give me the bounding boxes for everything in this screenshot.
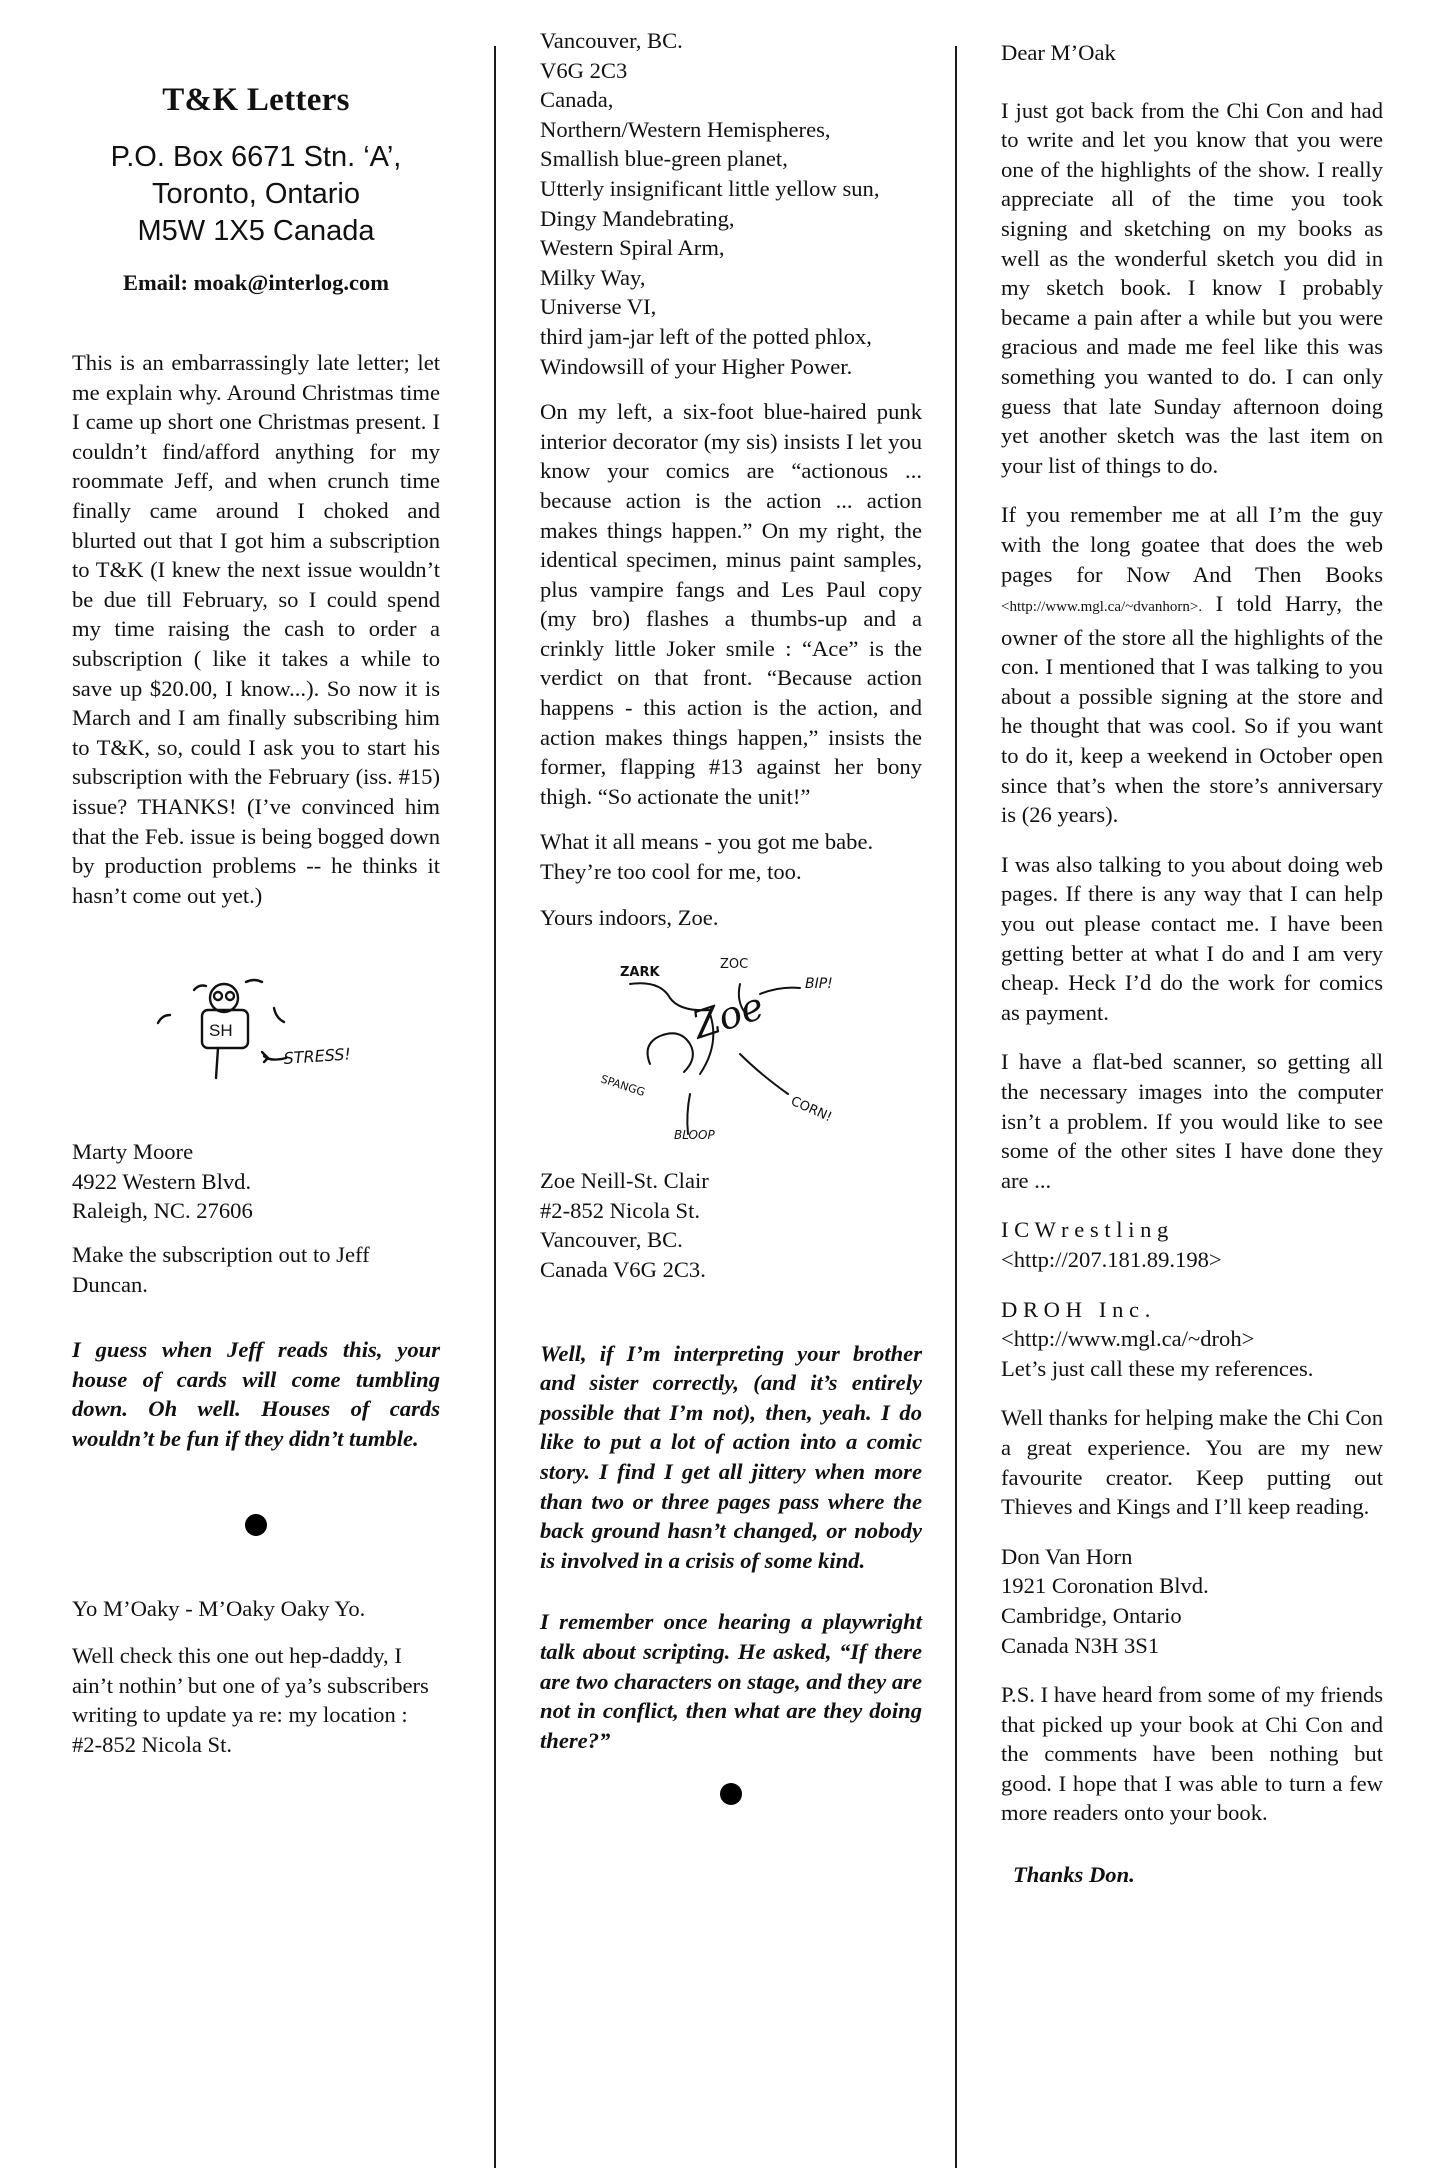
address-line: Windowsill of your Higher Power. [540, 353, 853, 379]
address-line: V6G 2C3 [540, 57, 628, 83]
letter-paragraph [1001, 500, 1383, 830]
address-line: Universe VI, [540, 294, 657, 320]
sketch-word: ZOC [720, 957, 749, 973]
reference-site [1001, 1295, 1383, 1384]
site-url: <http://www.mgl.ca/~droh> [1001, 1326, 1255, 1352]
signature-line: Cambridge, Ontario [1001, 1602, 1182, 1628]
editor-reply: I remember once hearing a playwright talk about scripting. He asked, “If there are two characters on stage, and they are not in conflict, then what are they doing there?” [540, 1609, 922, 1753]
signature-line: 1921 Coronation Blvd. [1001, 1573, 1209, 1599]
signature-line: Canada N3H 3S1 [1001, 1632, 1160, 1658]
doodle-caption: STRESS! [282, 1044, 352, 1069]
masthead [72, 0, 440, 296]
letter-greeting: Yo M’Oaky - M’Oaky Oaky Yo. [72, 1595, 366, 1621]
editor-reply: I guess when Jeff reads this, your house of cards will come tumbling down. Oh well. Houses of cards wouldn’t be fun if they didn’t tumble. [72, 1337, 440, 1452]
site-name-text: I C W r e s t l i n g [1001, 1217, 1169, 1243]
address-line: Milky Way, [540, 264, 646, 290]
address-line: M5W 1X5 Canada [137, 215, 375, 247]
letter-paragraph: I was also talking to you about doing web pages. If there is any way that I can help you out please contact me. I have been getting better at what I do and I am very cheap. Heck I’d do the work for comics as payment. [1001, 851, 1383, 1025]
address-line: Dingy Mandebrating, [540, 205, 735, 231]
section-bullet [72, 1514, 440, 1536]
site-name [1001, 1215, 1383, 1245]
section-bullet [540, 1783, 922, 1805]
sketch-word: ZARK [620, 965, 660, 981]
postscript: Make the subscription out to Jeff Duncan. [72, 1242, 370, 1297]
letter-address: #2-852 Nicola St. [72, 1732, 233, 1757]
editor-reply: Well, if I’m interpreting your brother and sister correctly, (and it’s entirely possible that I’m not), then, yeah. I do like to put a lot of action into a comic story. I find I get all jittery when more than two or three pages pass where the back ground hasn’t changed, or nobody is involved in a crisis of some kind. [540, 1340, 922, 1573]
letter-paragraph: On my left, a six-foot blue-haired punk interior decorator (my sis) insists I let you know your comics are “actionous ... because action is the action ... action makes things happen.” On my right, the identical specimen, minus paint samples, plus vampire fangs and Les Paul copy (my bro) flashes a thumbs-up and a crinkly little Joker smile : “Ace” is the verdict on that front. “Because action happens - this action is the action, and action makes things happen,” insists the former, flapping #13 against her bony thigh. “So actionate the unit!” [540, 399, 922, 809]
reference-site [1001, 1215, 1383, 1274]
column-divider-left [494, 46, 496, 2168]
address-line: Smallish blue-green planet, [540, 146, 788, 172]
cosmic-address [540, 26, 922, 381]
paragraph-text: If you remember me at all I’m the guy with the long goatee that does the web pages for Now And Then Books [1001, 502, 1383, 587]
sketch-word: SPANGG [599, 1072, 647, 1100]
address-line: Vancouver, BC. [540, 28, 683, 53]
signature-line: 4922 Western Blvd. [72, 1168, 252, 1194]
letter-body: This is an embarrassingly late letter; let me explain why. Around Christmas time I came up short one Christmas present. I couldn’t find/afford anything for my roommate Jeff, and when crunch time finally came around I choked and blurted out that I got him a subscription to T&K (I knew the next issue wouldn’t be due till February, so I could spend my time raising the cash to order a subscription ( like it takes a while to save up $20.00, I know...). So now it is March and I am finally subscribing him to T&K, so, could I ask you to start his subscription with the February (iss. #15) issue? THANKS! (I’ve convinced him that the Feb. issue is being bogged down by production problems -- he thinks it hasn’t come out yet.) [72, 350, 440, 908]
signature-line: Canada V6G 2C3. [540, 1257, 706, 1282]
doodle-face-text: SH [209, 1021, 233, 1041]
letter-paragraph: Well thanks for helping make the Chi Con a great experience. You are my new favourite creator. Keep putting out Thieves and Kings and I’ll keep reading. [1001, 1405, 1383, 1520]
postscript: P.S. I have heard from some of my friends that picked up your book at Chi Con and the comments have been nothing but good. I hope that I was able to turn a few more readers onto your book. [1001, 1682, 1383, 1826]
address-line: Canada, [540, 87, 614, 113]
sketch-word: CORN! [788, 1094, 835, 1126]
column-3 [1001, 38, 1383, 1890]
address-line: P.O. Box 6671 Stn. ‘A’, [110, 141, 402, 173]
email-address: Email: moak@interlog.com [123, 270, 389, 295]
signature-line: #2-852 Nicola St. [540, 1197, 701, 1223]
sketch-word: BIP! [805, 976, 833, 993]
column-2 [540, 26, 922, 1805]
bullet-dot [245, 1514, 267, 1536]
page-title: T&K Letters [162, 82, 350, 118]
signature-line: Zoe Neill-St. Clair [540, 1168, 709, 1194]
letter-paragraph: I just got back from the Chi Con and had to write and let you know that you were one of the highlights of the show. I really appreciate all of the time you took signing and sketching on my books as well as the wonderful sketch you did in my sketch book. I know I probably became a pain after a while but you were gracious and made me feel like this was something you wanted to do. I can only guess that late Sunday afternoon doing yet another sketch was the last item on your list of things to do. [1001, 97, 1383, 478]
letter-paragraph: What it all means - you got me babe. They’re too cool for me, too. [540, 829, 874, 885]
signature-line: Vancouver, BC. [540, 1227, 683, 1253]
column-1 [72, 0, 440, 1760]
paragraph-text: I told Harry, the owner of the store all the highlights of the con. I mentioned that I was talking to you about a possible signing at the store and he thought that was cool. So if you want to do it, keep a weekend in October open since that’s when the store’s anniversary is (26 years). [1001, 591, 1383, 828]
letter-paragraph: I have a flat-bed scanner, so getting all the necessary images into the computer isn’t a problem. If you would like to see some of the other sites I have done they are ... [1001, 1049, 1383, 1193]
address-line: third jam-jar left of the potted phlox, [540, 323, 872, 349]
letter-greeting: Dear M’Oak [1001, 40, 1116, 65]
address-line: Utterly insignificant little yellow sun, [540, 175, 880, 201]
references-note: Let’s just call these my references. [1001, 1355, 1314, 1381]
letter-closing: Yours indoors, Zoe. [540, 904, 719, 930]
editor-reply: Thanks Don. [1013, 1862, 1135, 1888]
signature-line: Marty Moore [72, 1139, 194, 1165]
signature-line: Raleigh, NC. 27606 [72, 1198, 253, 1224]
site-url: <http://207.181.89.198> [1001, 1246, 1222, 1272]
sketch-signature: Zoe [687, 983, 770, 1048]
signature-block [540, 1166, 922, 1284]
store-url: <http://www.mgl.ca/~dvanhorn>. [1001, 599, 1203, 616]
column-divider-right [955, 46, 957, 2168]
signature-line: Don Van Horn [1001, 1543, 1133, 1569]
sketch-word: BLOOP [674, 1128, 715, 1143]
address-line: Western Spiral Arm, [540, 235, 725, 261]
mailing-address [72, 139, 440, 250]
address-line: Toronto, Ontario [152, 178, 360, 210]
site-name: D R O H I n c . [1001, 1296, 1151, 1322]
stress-doodle [134, 968, 440, 1083]
bullet-dot [720, 1783, 742, 1805]
signature-block [72, 1137, 440, 1226]
address-line: Northern/Western Hemispheres, [540, 116, 831, 142]
zoe-sketch [580, 944, 922, 1144]
signature-block [1001, 1542, 1383, 1660]
letter-body: Well check this one out hep-daddy, I ain’t nothin’ but one of ya’s subscribers writing to update ya re: my location : [72, 1643, 429, 1728]
